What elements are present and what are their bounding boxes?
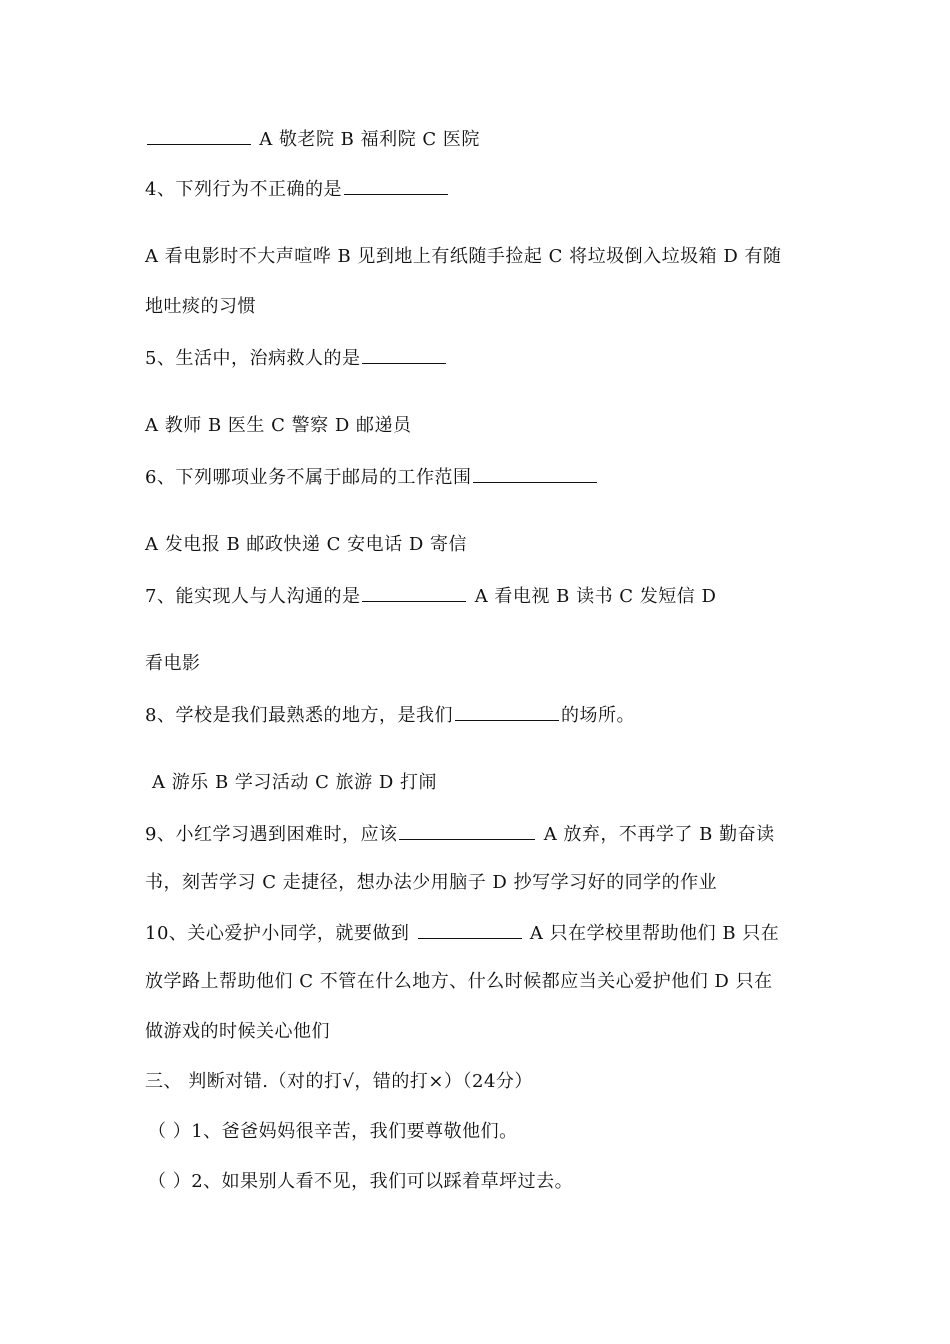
answer-blank[interactable] bbox=[147, 126, 251, 145]
question-4-options: A 看电影时不大声喧哗 B 见到地上有纸随手捡起 C 将垃圾倒入垃圾箱 D 有随 bbox=[145, 246, 782, 267]
question-9-options-cont: 书，刻苦学习 C 走捷径，想办法少用脑子 D 抄写学习好的同学的作业 bbox=[145, 872, 718, 893]
question-10-options-cont: 放学路上帮助他们 C 不管在什么地方、什么时候都应当关心爱护他们 D 只在 bbox=[145, 971, 773, 992]
question-7: 7、能实现人与人沟通的是 A 看电视 B 读书 C 发短信 D bbox=[145, 583, 716, 609]
question-9: 9、小红学习遇到困难时，应该 A 放弃，不再学了 B 勤奋读 bbox=[145, 821, 775, 847]
answer-blank[interactable] bbox=[455, 702, 559, 721]
question-8-options: A 游乐 B 学习活动 C 旅游 D 打闹 bbox=[152, 772, 437, 793]
question-4-options-cont: 地吐痰的习惯 bbox=[145, 296, 256, 317]
answer-blank[interactable] bbox=[362, 583, 466, 602]
question-6: 6、下列哪项业务不属于邮局的工作范围 bbox=[145, 464, 599, 490]
judgement-1: （ ）1、爸爸妈妈很辛苦，我们要尊敬他们。 bbox=[148, 1121, 518, 1142]
question-7-options-cont: 看电影 bbox=[145, 653, 201, 674]
judgement-2: （ ）2、如果别人看不见，我们可以踩着草坪过去。 bbox=[148, 1171, 574, 1192]
question-6-options: A 发电报 B 邮政快递 C 安电话 D 寄信 bbox=[145, 534, 467, 555]
answer-blank[interactable] bbox=[418, 920, 522, 939]
answer-blank[interactable] bbox=[473, 464, 597, 483]
question-5-options: A 教师 B 医生 C 警察 D 邮递员 bbox=[145, 415, 412, 436]
question-4: 4、下列行为不正确的是 bbox=[145, 176, 450, 202]
answer-blank[interactable] bbox=[344, 176, 448, 195]
question-10-options-cont2: 做游戏的时候关心他们 bbox=[145, 1021, 330, 1042]
question-5: 5、生活中，治病救人的是 bbox=[145, 345, 448, 371]
section-3-title: 三、 判断对错.（对的打√，错的打×）（24分） bbox=[145, 1071, 533, 1092]
answer-blank[interactable] bbox=[362, 345, 446, 364]
question-3-options: A 敬老院 B 福利院 C 医院 bbox=[145, 126, 480, 152]
question-10: 10、关心爱护小同学，就要做到 A 只在学校里帮助他们 B 只在 bbox=[145, 920, 779, 946]
answer-blank[interactable] bbox=[399, 821, 535, 840]
question-8: 8、学校是我们最熟悉的地方，是我们 的场所。 bbox=[145, 702, 635, 728]
